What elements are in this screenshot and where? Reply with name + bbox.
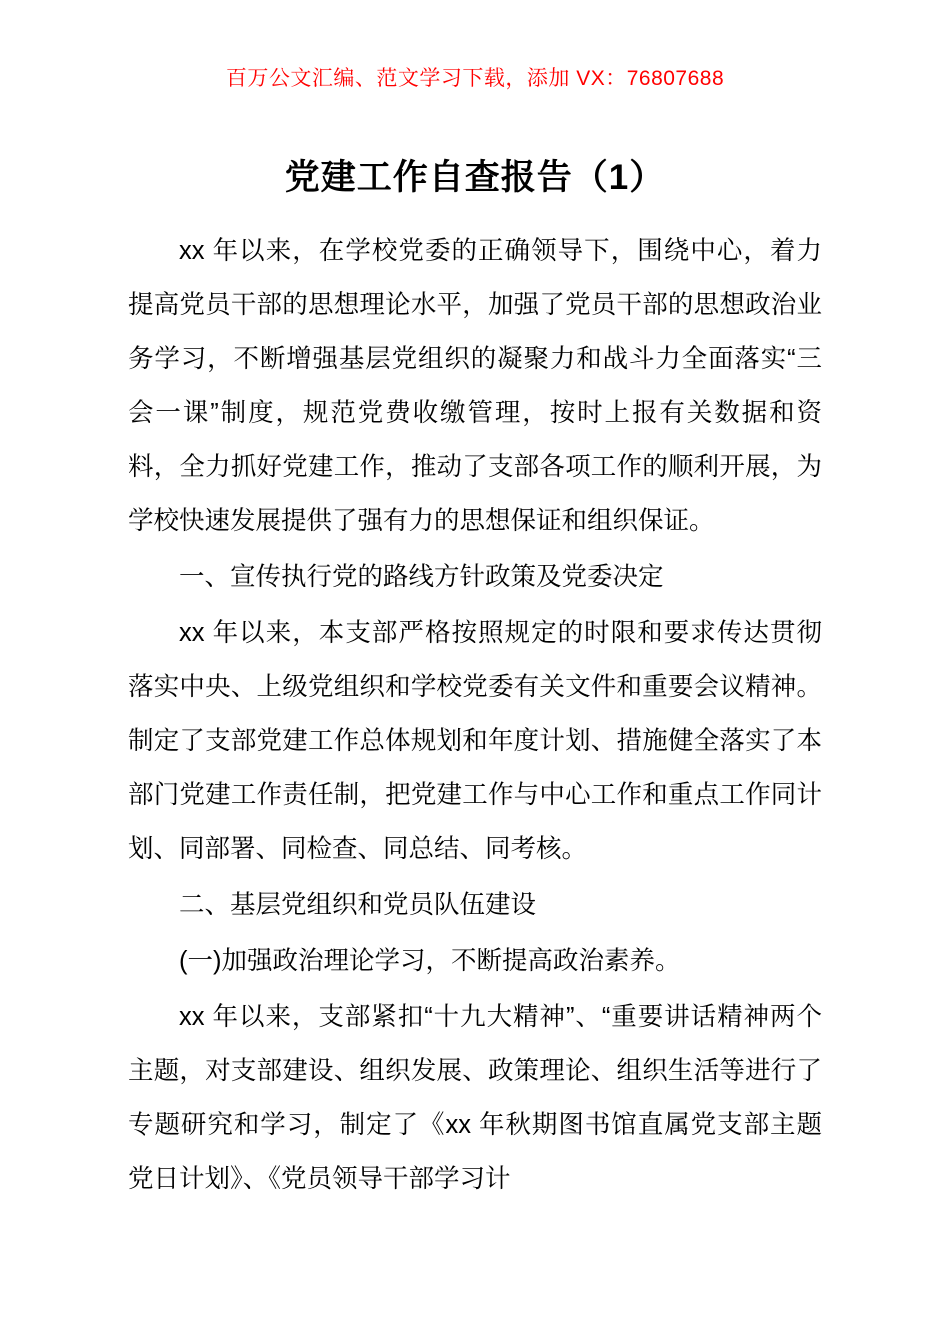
paragraph: xx 年以来，在学校党委的正确领导下，围绕中心，着力提高党员干部的思想理论水平，加强了党员干部的思想政治业务学习，不断增强基层党组织的凝聚力和战斗力全面落实“三会一课”制度，规范党费收缴管理，按时上报有关数据和资料，全力抓好党建工作，推动了支部各项工作的顺利开展，为学校快速发展提供了强有力的思想保证和组织保证。: [128, 237, 822, 535]
watermark-text: 百万公文汇编、范文学习下载，添加 VX：76807688: [225, 67, 725, 90]
paragraph: (一)加强政治理论学习，不断提高政治素养。: [179, 947, 681, 975]
paragraph: xx 年以来，本支部严格按照规定的时限和要求传达贯彻落实中央、上级党组织和学校党委有关文件和重要会议精神。制定了支部党建工作总体规划和年度计划、措施健全落实了本部门党建工作责任制，把党建工作与中心工作和重点工作同计划、同部署、同检查、同总结、同考核。: [128, 619, 822, 863]
document-body: [128, 200, 822, 1206]
paragraph: xx 年以来，支部紧扣“十九大精神”、“重要讲话精神两个主题，对支部建设、组织发展、政策理论、组织生活等进行了专题研究和学习，制定了《xx 年秋期图书馆直属党支部主题党日计划》、《党员领导干部学习计: [128, 1003, 822, 1193]
page-title: 党建工作自查报告（1）: [284, 158, 666, 197]
paragraph: 一、宣传执行党的路线方针政策及党委决定: [179, 563, 664, 591]
paragraph: 二、基层党组织和党员队伍建设: [179, 891, 537, 919]
